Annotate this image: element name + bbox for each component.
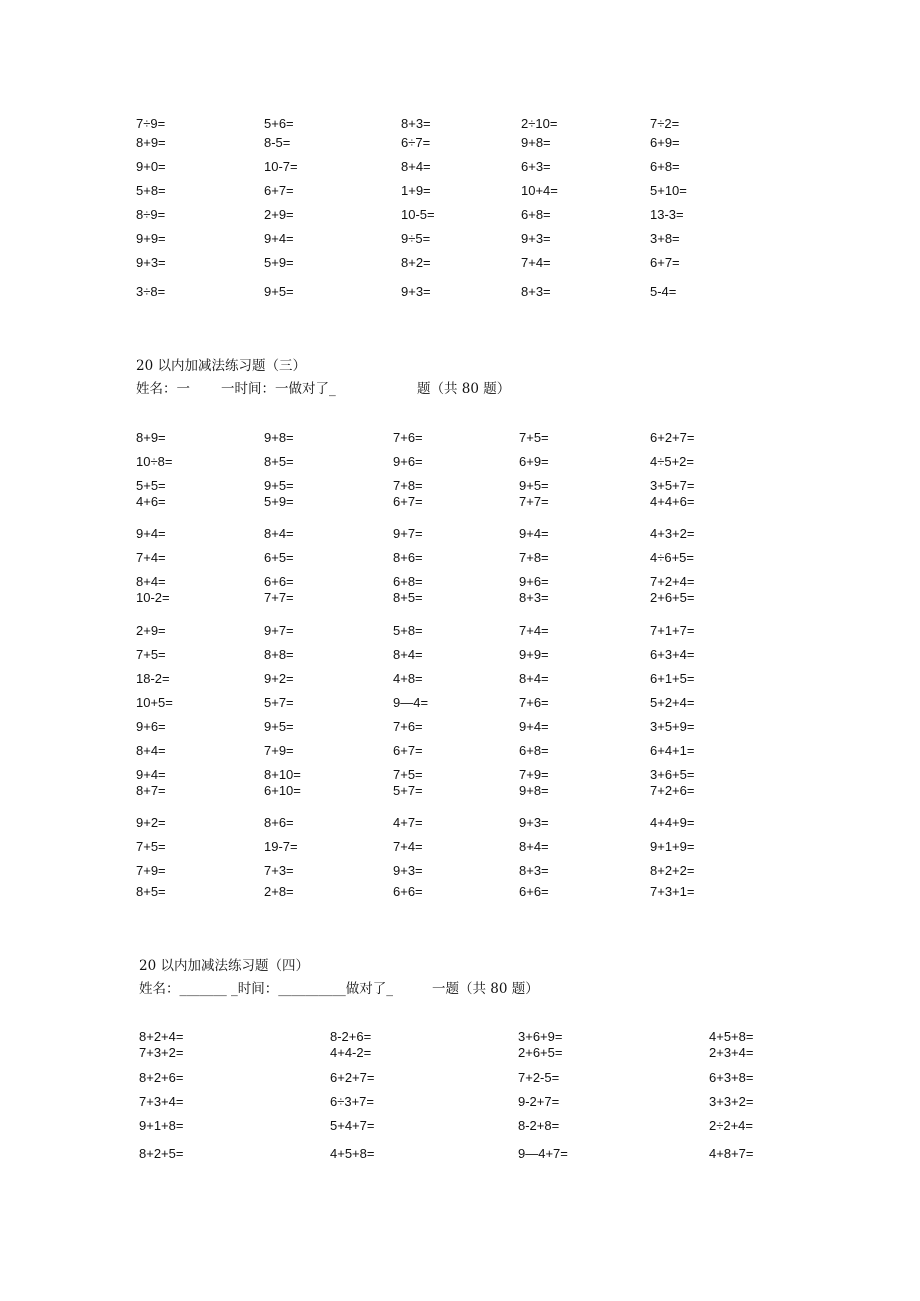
math-problem: 6+9= — [519, 454, 549, 469]
math-problem: 7+7= — [264, 590, 294, 605]
math-problem: 8+3= — [519, 863, 549, 878]
math-problem: 9+3= — [521, 231, 551, 246]
student-info-line: 一时间：一做对了_ — [221, 381, 336, 397]
math-problem: 8-2+6= — [330, 1029, 372, 1044]
math-problem: 7+5= — [519, 430, 549, 445]
math-problem: 8+2+6= — [139, 1070, 184, 1085]
math-problem: 4+8= — [393, 671, 423, 686]
math-problem: 9+4= — [136, 526, 166, 541]
section-title: 20 以内加减法练习题（四） — [139, 958, 309, 974]
math-problem: 8+2+4= — [139, 1029, 184, 1044]
math-problem: 6+9= — [650, 135, 680, 150]
math-problem: 6+7= — [264, 183, 294, 198]
math-problem: 9—4= — [393, 695, 429, 710]
math-problem: 5+6= — [264, 116, 294, 131]
math-problem: 6÷3+7= — [330, 1094, 375, 1109]
math-problem: 7+6= — [519, 695, 549, 710]
math-problem: 9+0= — [136, 159, 166, 174]
math-problem: 9+3= — [401, 284, 431, 299]
math-problem: 7+5= — [136, 647, 166, 662]
math-problem: 3+5+7= — [650, 478, 695, 493]
math-problem: 5+5= — [136, 478, 166, 493]
math-problem: 2+6+5= — [518, 1045, 563, 1060]
math-problem: 4+5+8= — [330, 1146, 375, 1161]
math-problem: 6+8= — [519, 743, 549, 758]
math-problem: 7+6= — [393, 719, 423, 734]
math-problem: 9+4= — [136, 767, 166, 782]
math-problem: 8-2+8= — [518, 1118, 560, 1133]
math-problem: 3+8= — [650, 231, 680, 246]
math-problem: 7+8= — [519, 550, 549, 565]
math-problem: 7+2+6= — [650, 783, 695, 798]
math-problem: 8÷9= — [136, 207, 166, 222]
math-problem: 6+6= — [264, 574, 294, 589]
math-problem: 8+4= — [136, 743, 166, 758]
math-problem: 6+7= — [393, 743, 423, 758]
math-problem: 4+6= — [136, 494, 166, 509]
math-problem: 8+5= — [264, 454, 294, 469]
math-problem: 6+6= — [393, 884, 423, 899]
math-problem: 3÷8= — [136, 284, 166, 299]
math-problem: 5+9= — [264, 255, 294, 270]
section-title: 20 以内加减法练习题（三） — [136, 358, 306, 374]
math-problem: 9+5= — [264, 284, 294, 299]
math-problem: 8+2= — [401, 255, 431, 270]
math-problem: 6+2+7= — [650, 430, 695, 445]
math-problem: 9+4= — [264, 231, 294, 246]
math-problem: 3+6+9= — [518, 1029, 563, 1044]
math-problem: 9+4= — [519, 526, 549, 541]
math-problem: 9+2= — [264, 671, 294, 686]
math-problem: 2÷2+4= — [709, 1118, 754, 1133]
math-problem: 8+3= — [521, 284, 551, 299]
math-problem: 6+7= — [393, 494, 423, 509]
math-problem: 7+9= — [136, 863, 166, 878]
math-problem: 6+8= — [393, 574, 423, 589]
math-problem: 10+5= — [136, 695, 173, 710]
math-problem: 2+9= — [136, 623, 166, 638]
math-problem: 8+6= — [393, 550, 423, 565]
math-problem: 7+9= — [264, 743, 294, 758]
math-problem: 1+9= — [401, 183, 431, 198]
math-problem: 6÷7= — [401, 135, 431, 150]
math-problem: 5+10= — [650, 183, 687, 198]
math-problem: 4+7= — [393, 815, 423, 830]
math-problem: 9+7= — [393, 526, 423, 541]
math-problem: 7÷2= — [650, 116, 680, 131]
math-problem: 7+6= — [393, 430, 423, 445]
math-problem: 7+7= — [519, 494, 549, 509]
math-problem: 9+3= — [136, 255, 166, 270]
math-problem: 9+2= — [136, 815, 166, 830]
math-problem: 5+7= — [264, 695, 294, 710]
math-problem: 8+2+2= — [650, 863, 695, 878]
math-problem: 3+6+5= — [650, 767, 695, 782]
math-problem: 6+3+4= — [650, 647, 695, 662]
math-problem: 7+5= — [393, 767, 423, 782]
math-problem: 2+3+4= — [709, 1045, 754, 1060]
math-problem: 7+4= — [521, 255, 551, 270]
math-problem: 18-2= — [136, 671, 170, 686]
math-problem: 5+4+7= — [330, 1118, 375, 1133]
math-problem: 5+2+4= — [650, 695, 695, 710]
math-problem: 9+9= — [519, 647, 549, 662]
math-problem: 7+4= — [393, 839, 423, 854]
math-problem: 7+2+4= — [650, 574, 695, 589]
math-problem: 8+6= — [264, 815, 294, 830]
math-problem: 6+3= — [521, 159, 551, 174]
math-problem: 2+6+5= — [650, 590, 695, 605]
math-problem: 8+10= — [264, 767, 301, 782]
math-problem: 9+5= — [264, 719, 294, 734]
math-problem: 9+6= — [393, 454, 423, 469]
math-problem: 4+8+7= — [709, 1146, 754, 1161]
math-problem: 9÷5= — [401, 231, 431, 246]
math-problem: 8+3= — [519, 590, 549, 605]
math-problem: 9+1+9= — [650, 839, 695, 854]
math-problem: 7+9= — [519, 767, 549, 782]
student-info-line: 姓名：_______ _时间：__________做对了_ — [139, 981, 394, 997]
math-problem: 10+4= — [521, 183, 558, 198]
math-problem: 9+5= — [519, 478, 549, 493]
math-problem: 9+6= — [136, 719, 166, 734]
math-problem: 9+4= — [519, 719, 549, 734]
math-problem: 4+5+8= — [709, 1029, 754, 1044]
math-problem: 2÷10= — [521, 116, 558, 131]
math-problem: 7+2-5= — [518, 1070, 560, 1085]
math-problem: 7+3+4= — [139, 1094, 184, 1109]
math-problem: 9+8= — [264, 430, 294, 445]
math-problem: 7+1+7= — [650, 623, 695, 638]
math-problem: 2+8= — [264, 884, 294, 899]
math-problem: 8+4= — [401, 159, 431, 174]
math-problem: 8+3= — [401, 116, 431, 131]
math-problem: 5+9= — [264, 494, 294, 509]
math-problem: 8-5= — [264, 135, 291, 150]
math-problem: 2+9= — [264, 207, 294, 222]
math-problem: 8+5= — [393, 590, 423, 605]
math-problem: 10-5= — [401, 207, 435, 222]
math-problem: 5+8= — [393, 623, 423, 638]
math-problem: 8+9= — [136, 135, 166, 150]
math-problem: 3+3+2= — [709, 1094, 754, 1109]
math-problem: 7+4= — [519, 623, 549, 638]
student-info-line: 题（共 80 题） — [417, 381, 511, 397]
math-problem: 5+8= — [136, 183, 166, 198]
math-problem: 7÷9= — [136, 116, 166, 131]
math-problem: 6+6= — [519, 884, 549, 899]
math-problem: 10÷8= — [136, 454, 173, 469]
math-problem: 7+4= — [136, 550, 166, 565]
math-problem: 8+4= — [519, 671, 549, 686]
math-problem: 8+4= — [393, 647, 423, 662]
math-problem: 8+7= — [136, 783, 166, 798]
math-problem: 8+9= — [136, 430, 166, 445]
math-problem: 8+5= — [136, 884, 166, 899]
math-problem: 4+4-2= — [330, 1045, 372, 1060]
math-problem: 7+5= — [136, 839, 166, 854]
math-problem: 9+5= — [264, 478, 294, 493]
student-info-line: 姓名：一 — [136, 381, 190, 397]
math-problem: 4÷6+5= — [650, 550, 695, 565]
math-problem: 9+8= — [519, 783, 549, 798]
math-problem: 5-4= — [650, 284, 677, 299]
math-problem: 3+5+9= — [650, 719, 695, 734]
math-problem: 9+7= — [264, 623, 294, 638]
math-problem: 7+3+1= — [650, 884, 695, 899]
math-problem: 8+4= — [519, 839, 549, 854]
math-problem: 5+7= — [393, 783, 423, 798]
math-problem: 4+4+6= — [650, 494, 695, 509]
math-problem: 19-7= — [264, 839, 298, 854]
math-problem: 8+8= — [264, 647, 294, 662]
math-problem: 10-7= — [264, 159, 298, 174]
student-info-line: 一题（共 80 题） — [432, 981, 539, 997]
math-problem: 8+2+5= — [139, 1146, 184, 1161]
math-problem: 6+10= — [264, 783, 301, 798]
math-problem: 6+8= — [521, 207, 551, 222]
math-problem: 4+4+9= — [650, 815, 695, 830]
math-problem: 9+3= — [519, 815, 549, 830]
math-problem: 6+8= — [650, 159, 680, 174]
math-problem: 9—4+7= — [518, 1146, 568, 1161]
math-problem: 6+5= — [264, 550, 294, 565]
math-problem: 9+1+8= — [139, 1118, 184, 1133]
math-problem: 4+3+2= — [650, 526, 695, 541]
math-problem: 9+8= — [521, 135, 551, 150]
math-problem: 4÷5+2= — [650, 454, 695, 469]
math-problem: 9+9= — [136, 231, 166, 246]
math-problem: 9-2+7= — [518, 1094, 560, 1109]
math-problem: 10-2= — [136, 590, 170, 605]
math-problem: 7+8= — [393, 478, 423, 493]
math-problem: 8+4= — [264, 526, 294, 541]
math-problem: 13-3= — [650, 207, 684, 222]
math-problem: 6+2+7= — [330, 1070, 375, 1085]
math-problem: 8+4= — [136, 574, 166, 589]
math-problem: 6+3+8= — [709, 1070, 754, 1085]
math-problem: 6+4+1= — [650, 743, 695, 758]
math-problem: 9+6= — [519, 574, 549, 589]
math-problem: 9+3= — [393, 863, 423, 878]
math-problem: 6+7= — [650, 255, 680, 270]
math-problem: 6+1+5= — [650, 671, 695, 686]
math-problem: 7+3= — [264, 863, 294, 878]
math-problem: 7+3+2= — [139, 1045, 184, 1060]
